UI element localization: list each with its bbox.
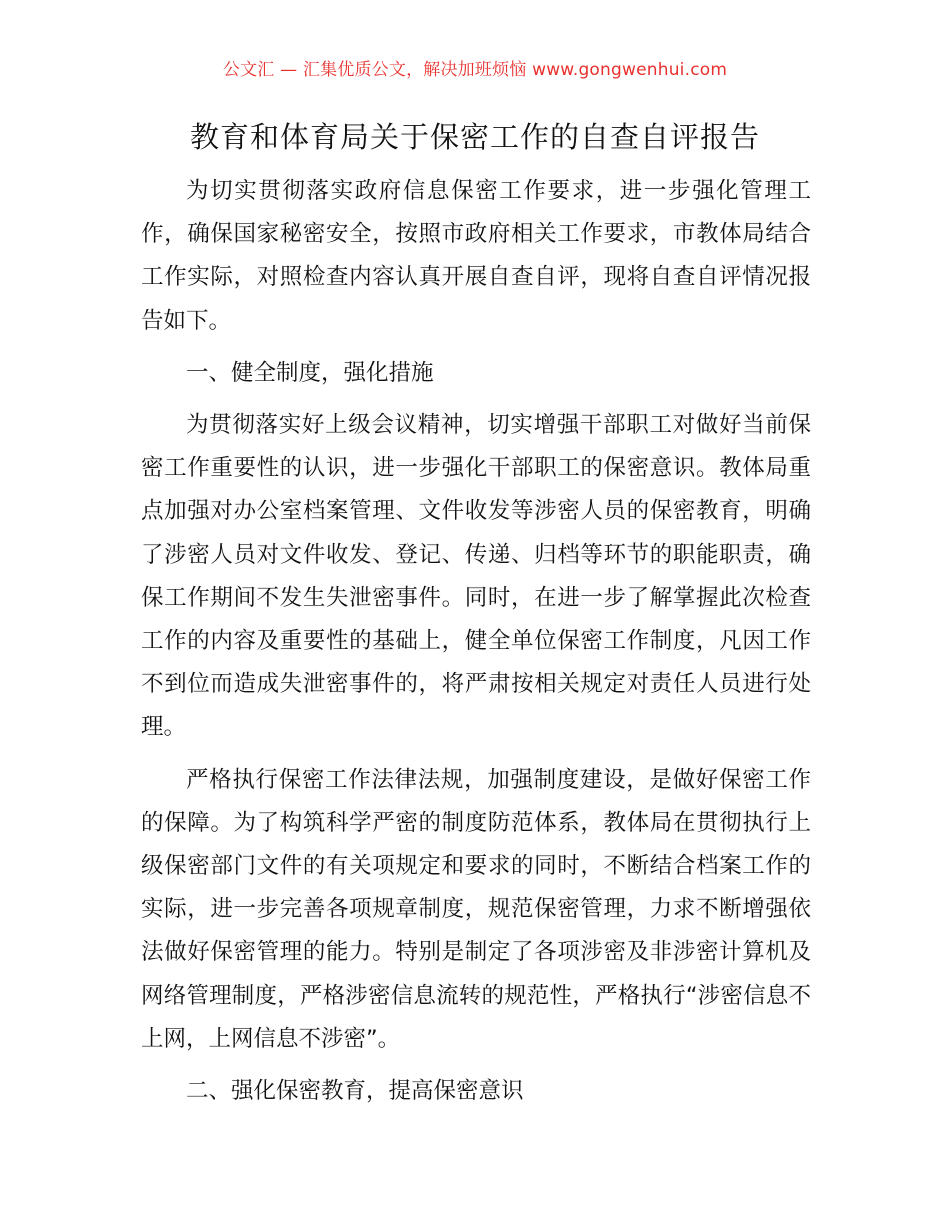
document-body <box>141 170 811 1122</box>
section-1-paragraph-1: 为贯彻落实好上级会议精神，切实增强干部职工对做好当前保密工作重要性的认识，进一步强化干部职工的保密意识。教体局重点加强对办公室档案管理、文件收发等涉密人员的保密教育，明确了涉密人员对文件收发、登记、传递、归档等环节的职能职责，确保工作期间不发生失泄密事件。同时，在进一步了解掌握此次检查工作的内容及重要性的基础上，健全单位保密工作制度，凡因工作不到位而造成失泄密事件的，将严肃按相关规定对责任人员进行处理。 <box>141 412 811 741</box>
site-banner: 公文汇 — 汇集优质公文，解决加班烦恼 www.gongwenhui.com <box>222 60 728 80</box>
intro-paragraph: 为切实贯彻落实政府信息保密工作要求，进一步强化管理工作，确保国家秘密安全，按照市政府相关工作要求，市教体局结合工作实际，对照检查内容认真开展自查自评，现将自查自评情况报告如下。 <box>141 178 811 334</box>
section-2-heading: 二、强化保密教育，提高保密意识 <box>186 1078 524 1105</box>
document-title: 教育和体育局关于保密工作的自查自评报告 <box>189 120 760 154</box>
section-1-paragraph-2: 严格执行保密工作法律法规，加强制度建设，是做好保密工作的保障。为了构筑科学严密的制度防范体系，教体局在贯彻执行上级保密部门文件的有关项规定和要求的同时，不断结合档案工作的实际，进一步完善各项规章制度，规范保密管理，力求不断增强依法做好保密管理的能力。特别是制定了各项涉密及非涉密计算机及网络管理制度，严格涉密信息流转的规范性，严格执行“涉密信息不上网，上网信息不涉密”。 <box>141 766 811 1052</box>
section-1-heading: 一、健全制度，强化措施 <box>186 359 434 386</box>
